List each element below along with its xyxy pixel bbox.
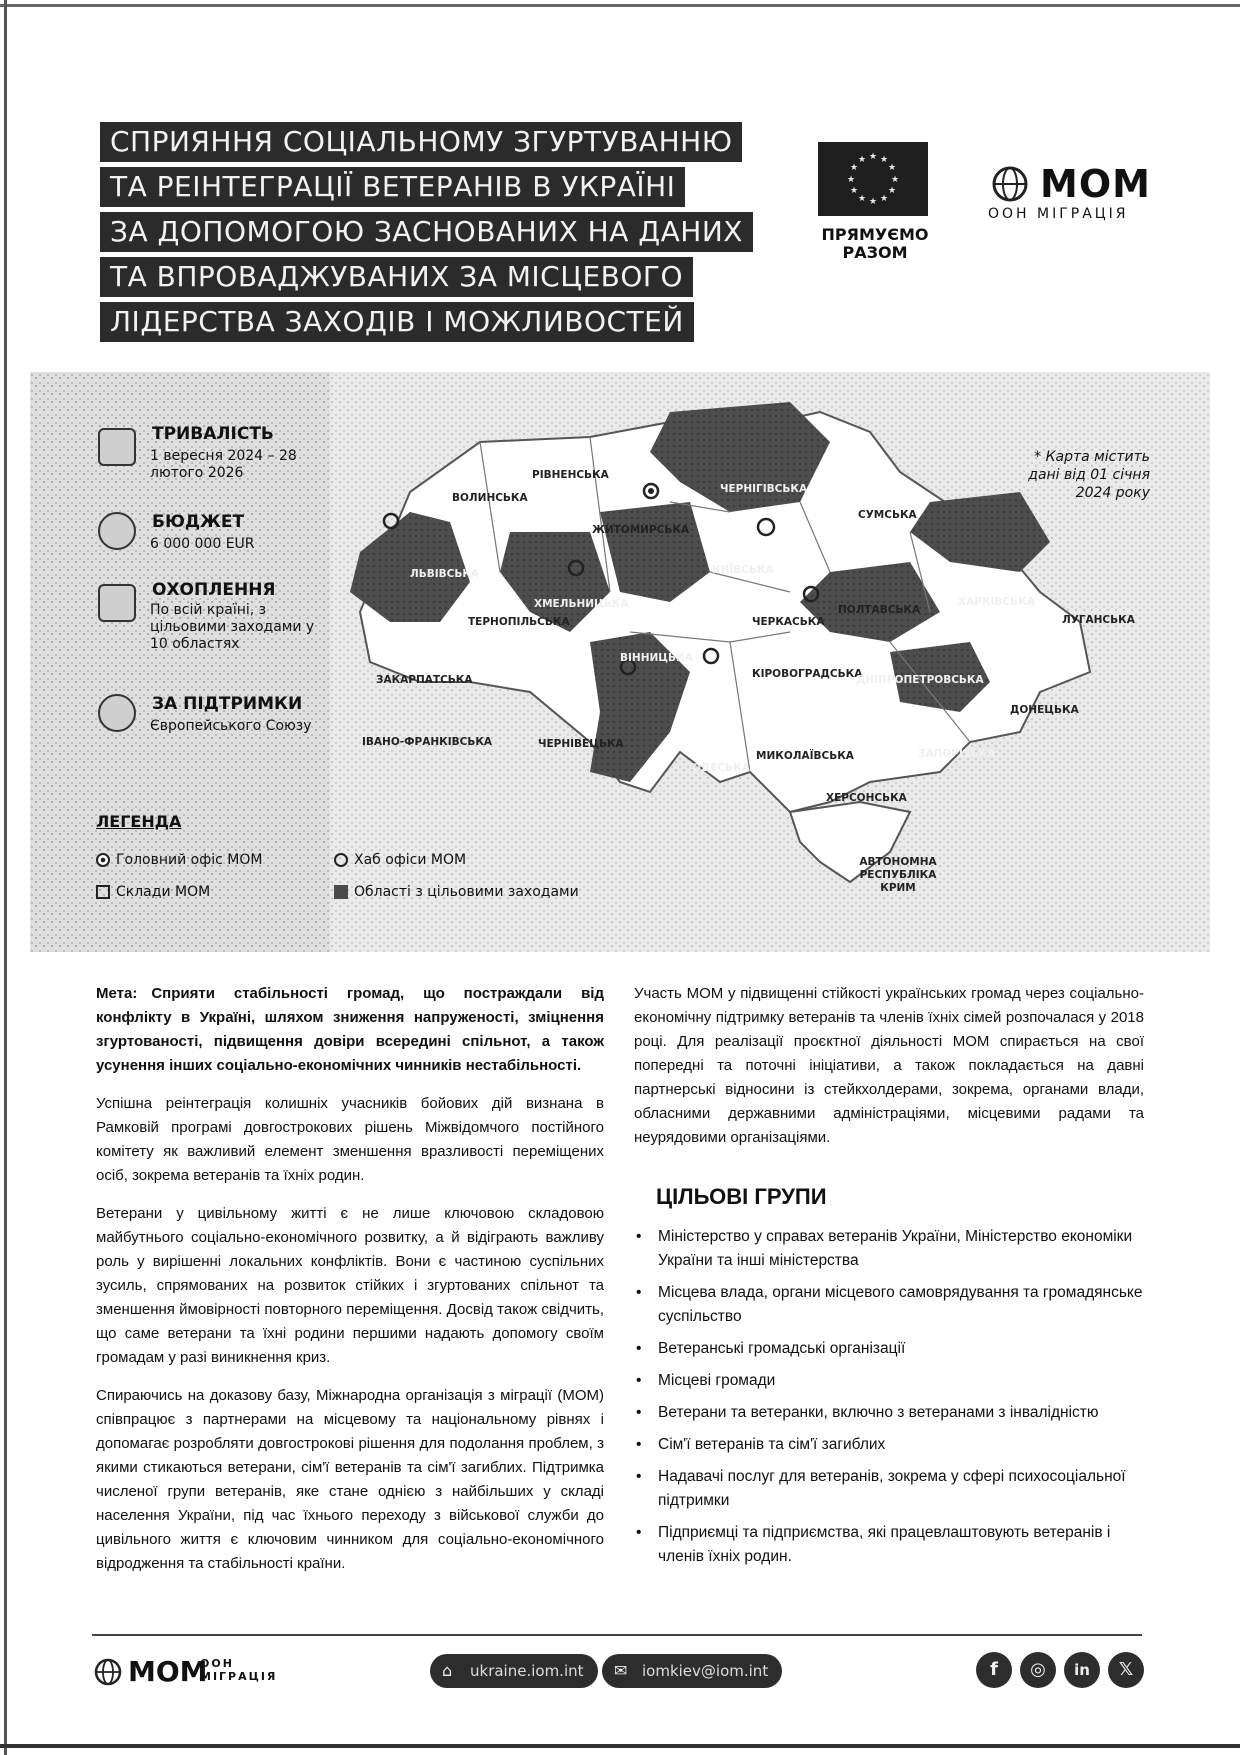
- calendar-clock-icon: [98, 428, 136, 466]
- money-bag-icon: [98, 512, 136, 550]
- region-label-crimea: АВТОНОМНА РЕСПУБЛІКА КРИМ: [859, 856, 937, 894]
- footer-iom-name: МОМ: [128, 1655, 208, 1688]
- instagram-icon[interactable]: ◎: [1020, 1652, 1056, 1688]
- eu-flag-logo: [818, 142, 928, 216]
- svg-text:★: ★: [849, 163, 859, 173]
- title-line-1: СПРИЯННЯ СОЦІАЛЬНОМУ ЗГУРТУВАННЮ: [100, 122, 742, 162]
- svg-text:★: ★: [890, 175, 900, 185]
- list-item: • Місцеві громади: [634, 1369, 1144, 1393]
- x-icon[interactable]: 𝕏: [1108, 1652, 1144, 1688]
- region-label-vinnytsia: ВІННИЦЬКА: [620, 652, 693, 664]
- list-item: • Міністерство у справах ветеранів України, Міністерство економіки України та інші міністерства: [634, 1225, 1144, 1273]
- svg-text:★: ★: [868, 152, 878, 162]
- scan-bottom-edge: [0, 1744, 1240, 1748]
- svg-text:★: ★: [879, 194, 889, 204]
- iom-subtitle: ООН МІГРАЦІЯ: [988, 206, 1129, 222]
- scan-left-edge: [4, 0, 7, 1755]
- list-item: • Надавачі послуг для ветеранів, зокрема у сфері психосоціальної підтримки: [634, 1465, 1144, 1513]
- footer-iom-sub-2: МІГРАЦІЯ: [200, 1670, 278, 1683]
- budget-title: БЮДЖЕТ: [152, 512, 245, 532]
- target-groups-list: [634, 1225, 1144, 1577]
- region-label-donetsk: ДОНЕЦЬКА: [1010, 704, 1079, 716]
- region-label-odesa: ОДЕСЬКА: [692, 762, 750, 774]
- region-label-zaporizhzhia: ЗАПОРІЗЬКА: [918, 748, 996, 760]
- envelope-icon: ✉: [614, 1661, 628, 1680]
- title-line-5: ЛІДЕРСТВА ЗАХОДІВ І МОЖЛИВОСТЕЙ: [100, 302, 694, 342]
- region-label-chernihiv: ЧЕРНІГІВСЬКА: [720, 483, 808, 495]
- map-data-note: * Карта містить дані від 01 січня 2024 року: [1028, 449, 1150, 501]
- region-label-kharkiv: ХАРКІВСЬКА: [958, 596, 1035, 608]
- region-label-kyiv: КИЇВСЬКА: [712, 564, 774, 576]
- region-label-rivne: РІВНЕНСЬКА: [532, 469, 609, 481]
- footer-iom-sub: [200, 1657, 277, 1683]
- handshake-icon: [98, 694, 136, 732]
- region-label-luhansk: ЛУГАНСЬКА: [1062, 614, 1135, 626]
- budget-value: 6 000 000 EUR: [150, 536, 255, 552]
- svg-text:★: ★: [879, 155, 889, 165]
- legend-main-office: [96, 852, 262, 868]
- footer-iom-sub-1: ООН: [200, 1657, 234, 1670]
- legend-target-regions-label: Області з цільовими заходами: [354, 884, 579, 900]
- paragraph-evidence-base: Спираючись на доказову базу, Міжнародна організація з міграції (МОМ) співпрацює з партнерами на місцевому та національному рівнях і допомагає розробляти довгострокові рішення для подолання проблем, з якими стикаються ветерани, сім'ї ветеранів та сім'ї загиблих. Підтримка численої групи ветеранів, яке стане однією з найбільших у складі населення України, під час їхнього переходу з військової служби до цивільного життя є ключовим чинником для соціально-економічного відродження та стабільності країни.: [96, 1387, 604, 1572]
- paragraph-veterans-role: Ветерани у цивільному житті є не лише ключовою складовою майбутнього соціально-економічного розвитку, а й відіграють важливу роль у вирішенні локальних конфліктів. Вони є частиною суспільних зусиль, спрямованих на розвиток стійких і згуртованих спільнот та зменшення ймовірності повторного переміщення. Досвід також свідчить, що саме ветерани та їхні родини першими надають допомогу своїм громадам у разі виникнення криз.: [96, 1205, 604, 1366]
- region-label-zakarpattia: ЗАКАРПАТСЬКА: [376, 674, 473, 686]
- legend-target-regions: [334, 884, 579, 900]
- linkedin-icon[interactable]: in: [1064, 1652, 1100, 1688]
- svg-text:★: ★: [849, 186, 859, 196]
- region-label-sumy: СУМСЬКА: [858, 509, 917, 521]
- iom-name: МОМ: [1040, 162, 1151, 206]
- iom-globe-icon: [92, 1657, 124, 1687]
- legend-title: ЛЕГЕНДА: [96, 812, 182, 831]
- left-column: [96, 982, 604, 1590]
- website-text: ukraine.iom.int: [470, 1662, 584, 1680]
- right-column: [634, 982, 1144, 1164]
- duration-title: ТРИВАЛІСТЬ: [152, 424, 274, 444]
- main-office-icon: [96, 853, 110, 867]
- email-link[interactable]: [602, 1654, 782, 1688]
- website-link[interactable]: [430, 1654, 598, 1688]
- legend-hub-office: [334, 852, 466, 868]
- legend-warehouse: [96, 884, 210, 900]
- support-value: Європейського Союзу: [150, 718, 312, 734]
- region-label-khmelnytskyi: ХМЕЛЬНИЦЬКА: [534, 598, 629, 610]
- region-label-lviv: ЛЬВІВСЬКА: [410, 568, 480, 580]
- warehouse-icon: [96, 885, 110, 899]
- region-label-volyn: ВОЛИНСЬКА: [452, 492, 528, 504]
- scan-top-edge: [0, 4, 1240, 7]
- list-item: • Місцева влада, органи місцевого самоврядування та громадянське суспільство: [634, 1281, 1144, 1329]
- target-groups-title: ЦІЛЬОВІ ГРУПИ: [656, 1184, 827, 1209]
- coverage-value: По всій країні, з цільовими заходами у 10 областях: [150, 602, 315, 652]
- title-line-3: ЗА ДОПОМОГОЮ ЗАСНОВАНИХ НА ДАНИХ: [100, 212, 753, 252]
- paragraph-iom-participation: Участь МОМ у підвищенні стійкості українських громад через соціально-економічну підтримку ветеранів та членів їхніх сімей розпочалася у 2018 році. Для реалізації проєктної діяльності МОМ спирається на свої попередні та поточні ініціативи, а також покладається на давні партнерські відносини із стейкхолдерами, зокрема, органами влади, обласними державними адміністраціями, місцевими радами та неурядовими організаціями.: [634, 985, 1144, 1146]
- support-title: ЗА ПІДТРИМКИ: [152, 694, 303, 714]
- legend-main-office-label: Головний офіс МОМ: [116, 852, 263, 868]
- region-label-dnipropetrovsk: ДНІПРОПЕТРОВСЬКА: [856, 674, 984, 686]
- list-item: • Ветерани та ветеранки, включно з ветеранами з інвалідністю: [634, 1401, 1144, 1425]
- title-line-4: ТА ВПРОВАДЖУВАНИХ ЗА МІСЦЕВОГО: [100, 257, 693, 297]
- iom-header-logo: [988, 162, 1151, 224]
- list-item: • Підприємці та підприємства, які працевлаштовують ветеранів і членів їхніх родин.: [634, 1521, 1144, 1569]
- laptop-pin-icon: [98, 584, 136, 622]
- svg-text:★: ★: [887, 186, 897, 196]
- coverage-title: ОХОПЛЕННЯ: [152, 580, 276, 600]
- list-item: • Ветеранські громадські організації: [634, 1337, 1144, 1361]
- list-item: • Сім'ї ветеранів та сім'ї загиблих: [634, 1433, 1144, 1457]
- region-label-chernivtsi: ЧЕРНІВЕЦЬКА: [538, 738, 624, 750]
- legend-hub-office-label: Хаб офіси МОМ: [354, 852, 467, 868]
- region-label-ternopil: ТЕРНОПІЛЬСЬКА: [468, 616, 570, 628]
- svg-text:★: ★: [857, 194, 867, 204]
- hub-office-icon: [334, 853, 348, 867]
- paragraph-reintegration: Успішна реінтеграція колишніх учасників бойових дій визнана в Рамковій програмі довгострокових рішень Міжвідомчого постійного комітету як важливий елемент зменшення вразливості переміщених осіб, зокрема ветеранів та їхніх родин.: [96, 1095, 604, 1184]
- home-icon: ⌂: [442, 1661, 453, 1680]
- svg-text:★: ★: [887, 163, 897, 173]
- title-line-2: ТА РЕІНТЕГРАЦІЇ ВЕТЕРАНІВ В УКРАЇНІ: [100, 167, 685, 207]
- svg-text:★: ★: [868, 197, 878, 207]
- facebook-icon[interactable]: f: [976, 1652, 1012, 1688]
- region-label-poltava: ПОЛТАВСЬКА: [838, 604, 921, 616]
- region-label-cherkasy: ЧЕРКАСЬКА: [752, 616, 825, 628]
- eu-tagline: ПРЯМУЄМО РАЗОМ: [821, 225, 929, 262]
- region-label-zhytomyr: ЖИТОМИРСЬКА: [592, 524, 690, 536]
- region-label-kirovohrad: КІРОВОГРАДСЬКА: [752, 668, 863, 680]
- goal-text: Сприяти стабільності громад, що постраждали від конфлікту в Україні, шляхом зниження напруженості, зміцнення згуртованості, підвищення довіри всередині спільнот, а також усунення інших соціально-економічних чинників нестабільності.: [96, 985, 604, 1074]
- iom-globe-icon: [988, 164, 1032, 204]
- target-region-swatch: [334, 885, 348, 899]
- goal-label: Мета:: [96, 985, 138, 1002]
- legend-warehouse-label: Склади МОМ: [116, 884, 211, 900]
- goal-paragraph: [96, 982, 604, 1078]
- footer-divider: [92, 1634, 1142, 1636]
- region-label-kherson: ХЕРСОНСЬКА: [826, 792, 907, 804]
- duration-value: 1 вересня 2024 – 28 лютого 2026: [150, 448, 297, 481]
- region-label-mykolaiv: МИКОЛАЇВСЬКА: [756, 750, 854, 762]
- email-text: iomkiev@iom.int: [642, 1662, 769, 1680]
- svg-text:★: ★: [846, 175, 856, 185]
- svg-text:★: ★: [857, 155, 867, 165]
- region-label-ivano-frankivsk: ІВАНО-ФРАНКІВСЬКА: [362, 736, 493, 748]
